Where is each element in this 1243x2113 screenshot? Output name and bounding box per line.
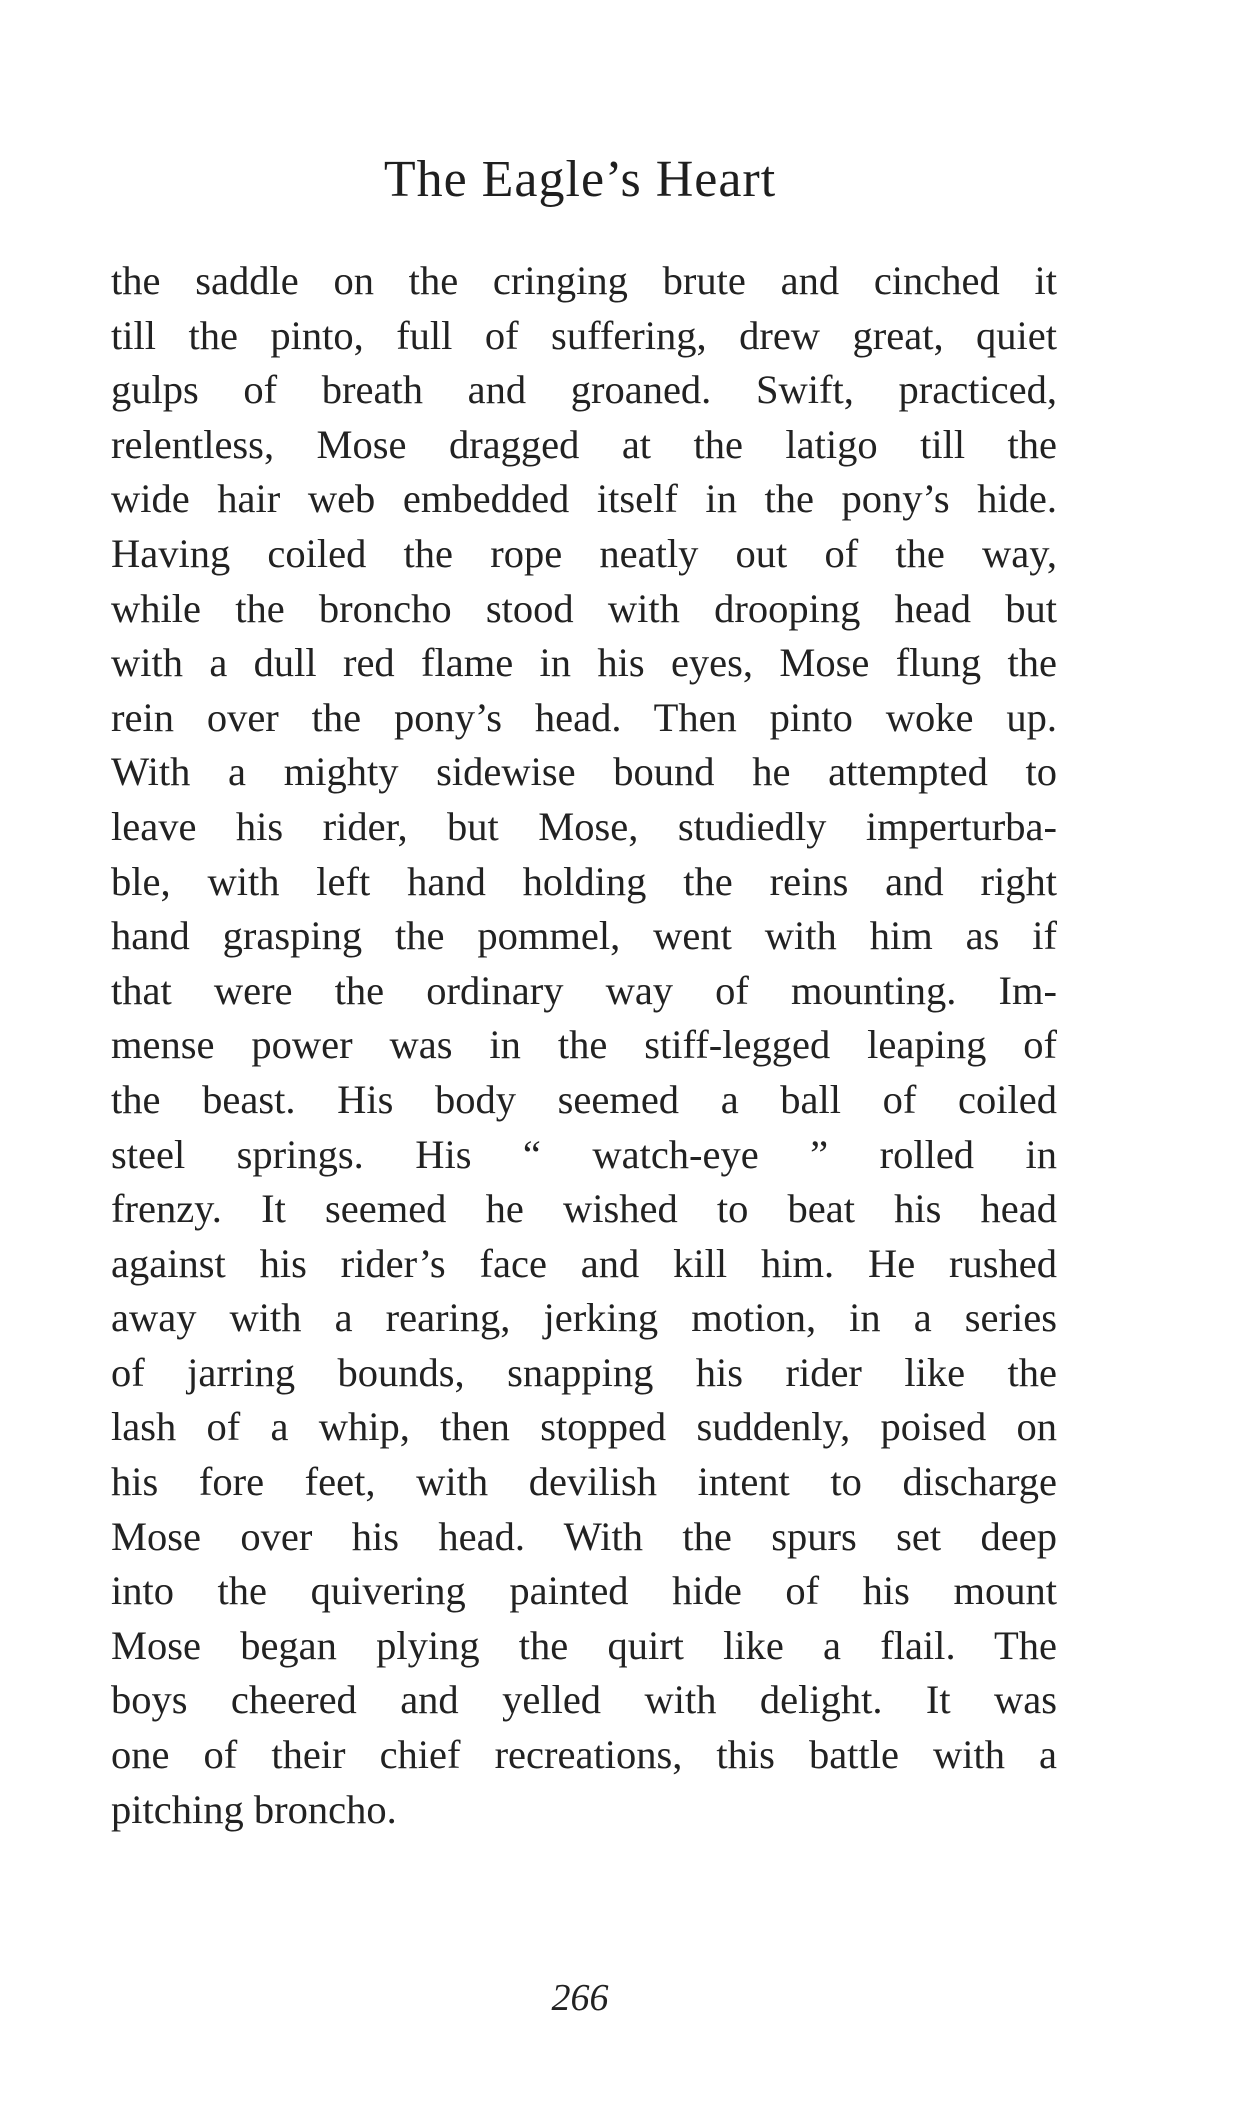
text-line: With a mighty sidewise bound he attempted to: [111, 749, 1057, 795]
body-text: [111, 254, 1057, 1837]
page-number: 266: [551, 1977, 609, 2019]
text-line: lash of a whip, then stopped suddenly, poised on: [111, 1404, 1057, 1450]
text-line: steel springs. His “ watch-eye ” rolled in: [111, 1131, 1057, 1177]
text-line: leave his rider, but Mose, studiedly imperturba-: [111, 803, 1057, 849]
text-line: while the broncho stood with drooping head but: [111, 585, 1057, 631]
text-line: Having coiled the rope neatly out of the way,: [111, 530, 1057, 576]
text-line: wide hair web embedded itself in the pony’s hide.: [111, 476, 1057, 522]
running-head: The Eagle’s Heart: [383, 151, 777, 208]
text-line: pitching broncho.: [111, 1786, 397, 1832]
text-line: with a dull red flame in his eyes, Mose flung the: [111, 640, 1057, 686]
text-line: mense power was in the stiff-legged leaping of: [111, 1022, 1057, 1068]
text-line: boys cheered and yelled with delight. It was: [111, 1677, 1057, 1723]
text-line: hand grasping the pommel, went with him as if: [111, 913, 1057, 959]
text-line: the saddle on the cringing brute and cinched it: [111, 258, 1057, 303]
text-line: against his rider’s face and kill him. He rushed: [111, 1240, 1057, 1286]
text-line: rein over the pony’s head. Then pinto woke up.: [111, 694, 1057, 740]
text-line: gulps of breath and groaned. Swift, practiced,: [111, 367, 1057, 413]
text-line: his fore feet, with devilish intent to discharge: [111, 1459, 1057, 1505]
text-line: till the pinto, full of suffering, drew great, quiet: [111, 312, 1057, 358]
text-line: relentless, Mose dragged at the latigo till the: [111, 421, 1057, 467]
text-line: away with a rearing, jerking motion, in a series: [111, 1295, 1057, 1341]
text-line: that were the ordinary way of mounting. Im-: [111, 967, 1057, 1013]
text-line: of jarring bounds, snapping his rider like the: [111, 1349, 1057, 1395]
text-line: Mose over his head. With the spurs set deep: [111, 1513, 1057, 1559]
text-line: ble, with left hand holding the reins and right: [111, 858, 1057, 904]
text-line: Mose began plying the quirt like a flail. The: [111, 1622, 1057, 1668]
text-line: one of their chief recreations, this battle with a: [111, 1732, 1057, 1778]
text-line: into the quivering painted hide of his mount: [111, 1568, 1057, 1614]
text-line: frenzy. It seemed he wished to beat his head: [111, 1186, 1057, 1232]
text-line: the beast. His body seemed a ball of coiled: [111, 1076, 1057, 1122]
